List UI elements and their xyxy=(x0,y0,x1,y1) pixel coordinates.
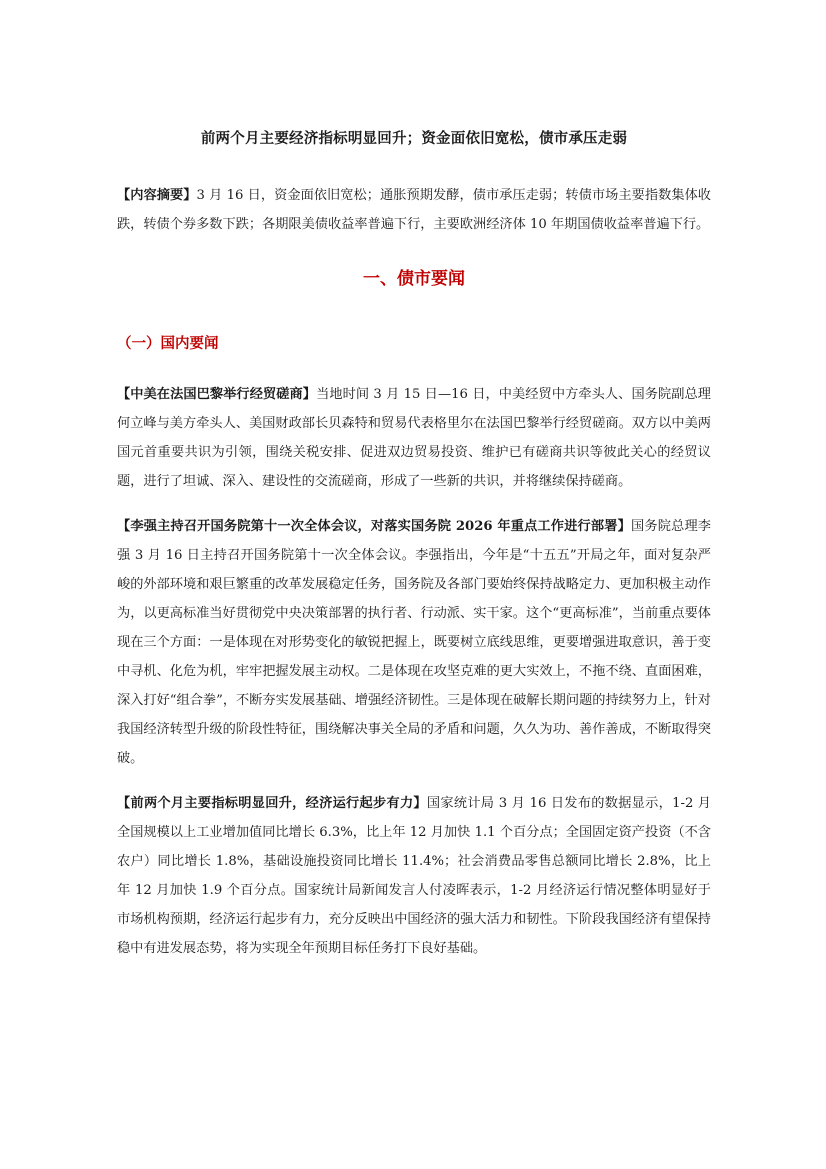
summary-tag: 【内容摘要】 xyxy=(117,188,197,203)
news-item xyxy=(117,380,711,496)
summary-text: 3 月 16 日，资金面依旧宽松；通胀预期发酵，债市承压走弱；转债市场主要指数集体收跌，转债个券多数下跌；各期限美债收益率普遍下行，主要欧洲经济体 10 年期国债收益率普遍下行。 xyxy=(117,188,711,232)
news-item-body: 国务院总理李强 3 月 16 日主持召开国务院第十一次全体会议。李强指出，今年是“十五五”开局之年，面对复杂严峻的外部环境和艰巨繁重的改革发展稳定任务，国务院及各部门要始终保持战略定力、更加积极主动作为，以更高标准当好贯彻党中央决策部署的执行者、行动派、实干家。这个“更高标准”，当前重点要体现在三个方面：一是体现在对形势变化的敏锐把握上，既要树立底线思维，更要增强进取意识，善于变中寻机、化危为机，牢牢把握发展主动权。二是体现在攻坚克难的更大实效上，不拖不绕、直面困难，深入打好“组合拳”，不断夯实发展基础、增强经济韧性。三是体现在破解长期问题的持续努力上，针对我国经济转型升级的阶段性特征，围绕解决事关全局的矛盾和问题，久久为功、善作善成，不断取得突破。 xyxy=(117,519,711,766)
section-heading: 一、债市要闻 xyxy=(363,269,465,289)
subsection-heading: （一）国内要闻 xyxy=(117,335,219,352)
news-item xyxy=(117,512,711,773)
news-item xyxy=(117,789,711,963)
document-page xyxy=(117,118,711,963)
news-item-headline: 【李强主持召开国务院第十一次全体会议，对落实国务院 2026 年重点工作进行部署】 xyxy=(117,519,631,534)
news-item-body: 国家统计局 3 月 16 日发布的数据显示，1-2 月全国规模以上工业增加值同比增长 6.3%，比上年 12 月加快 1.1 个百分点；全国固定资产投资（不含农户）同比增长 1.8%，基础设施投资同比增长 11.4%；社会消费品零售总额同比增长 2.8%，比上年 12 月加快 1.9 个百分点。国家统计局新闻发言人付凌晖表示，1-2 月经济运行情况整体明显好于市场机构预期，经济运行起步有力，充分反映出中国经济的强大活力和韧性。下阶段我国经济有望保持稳中有进发展态势，将为实现全年预期目标任务打下良好基础。 xyxy=(117,796,711,956)
document-title: 前两个月主要经济指标明显回升；资金面依旧宽松，债市承压走弱 xyxy=(200,130,628,147)
news-item-body: 当地时间 3 月 15 日—16 日，中美经贸中方牵头人、国务院副总理何立峰与美方牵头人、美国财政部长贝森特和贸易代表格里尔在法国巴黎举行经贸磋商。双方以中美两国元首重要共识为引领，围绕关税安排、促进双边贸易投资、维护已有磋商共识等彼此关心的经贸议题，进行了坦诚、深入、建设性的交流磋商，形成了一些新的共识，并将继续保持磋商。 xyxy=(117,387,711,489)
news-item-headline: 【中美在法国巴黎举行经贸磋商】 xyxy=(117,387,317,402)
news-item-headline: 【前两个月主要指标明显回升，经济运行起步有力】 xyxy=(117,796,427,811)
content-summary xyxy=(117,181,711,239)
